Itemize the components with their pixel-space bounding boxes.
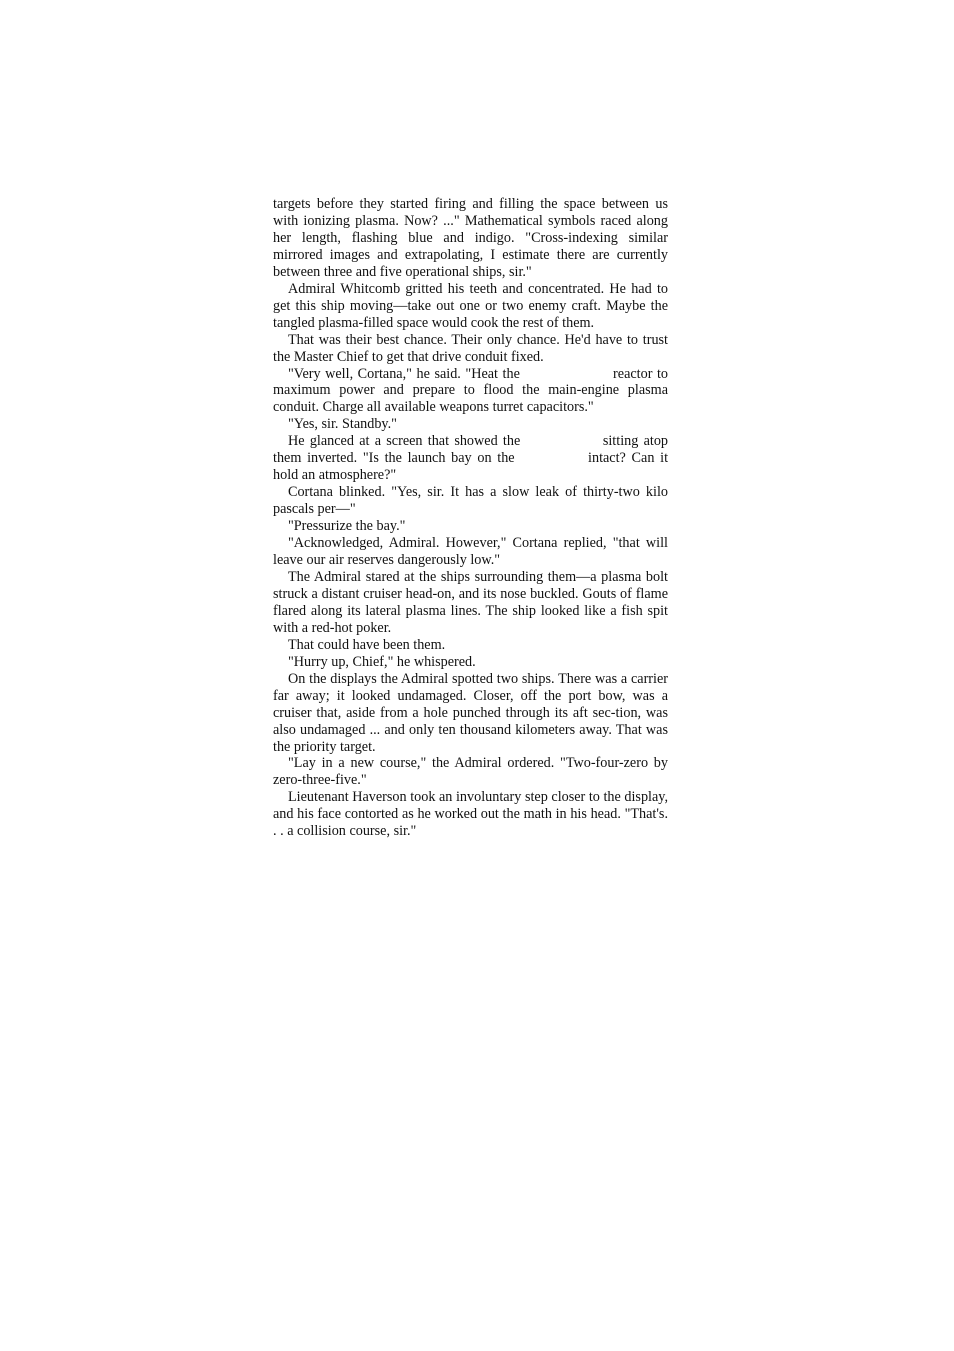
paragraph: That was their best chance. Their only chance. He'd have to trust the Master Chief to get that drive conduit fixed. (273, 331, 668, 365)
paragraph: Admiral Whitcomb gritted his teeth and concentrated. He had to get this ship moving—take out one or two enemy craft. Maybe the tangled plasma-filled space would cook the rest of them. (273, 280, 668, 331)
paragraph (273, 433, 668, 484)
paragraph: On the displays the Admiral spotted two ships. There was a carrier far away; it looked undamaged. Closer, off the port bow, was a cruiser that, aside from a hole punched through its aft sec-tion, was also undamaged ... and only ten thousand kilometers away. That was the priority target. (273, 670, 668, 755)
paragraph: targets before they started firing and filling the space between us with ionizing plasma. Now? ..." Mathematical symbols raced along her length, flashing blue and indigo. "Cross-indexing similar mirrored images and extrapolating, I estimate there are currently between three and five operational ships, sir." (273, 196, 668, 280)
paragraph (273, 366, 668, 417)
paragraph: Cortana blinked. "Yes, sir. It has a slow leak of thirty-two kilo pascals per—" (273, 484, 668, 518)
paragraph-text: "Very well, Cortana," he said. "Heat the (288, 365, 520, 382)
paragraph: The Admiral stared at the ships surrounding them—a plasma bolt struck a distant cruiser head-on, and its nose buckled. Gouts of flame flared along its lateral plasma lines. The ship looked like a fish spit with a red-hot poker. (273, 568, 668, 636)
paragraph-text: sitting atop them inverted. "Is the launch bay on the (273, 433, 669, 467)
paragraph: Lieutenant Haverson took an involuntary step closer to the display, and his face contorted as he worked out the math in his head. "That's. . . a collision course, sir." (273, 789, 668, 840)
paragraph: That could have been them. (288, 636, 446, 653)
body-text (273, 196, 668, 840)
paragraph: "Hurry up, Chief," he whispered. (288, 653, 476, 670)
paragraph: "Lay in a new course," the Admiral ordered. "Two-four-zero by zero-three-five." (273, 755, 668, 789)
paragraph: "Acknowledged, Admiral. However," Cortana replied, "that will leave our air reserves dangerously low." (273, 535, 668, 569)
paragraph: "Yes, sir. Standby." (288, 416, 397, 433)
paragraph-text: intact? Can it hold an atmosphere?" (273, 450, 669, 484)
paragraph: "Pressurize the bay." (288, 518, 406, 535)
paragraph-text: He glanced at a screen that showed the (288, 433, 521, 450)
paragraph-text: reactor to maximum power and prepare to flood the main-engine plasma conduit. Charge all available weapons turret capacitors." (273, 365, 669, 416)
